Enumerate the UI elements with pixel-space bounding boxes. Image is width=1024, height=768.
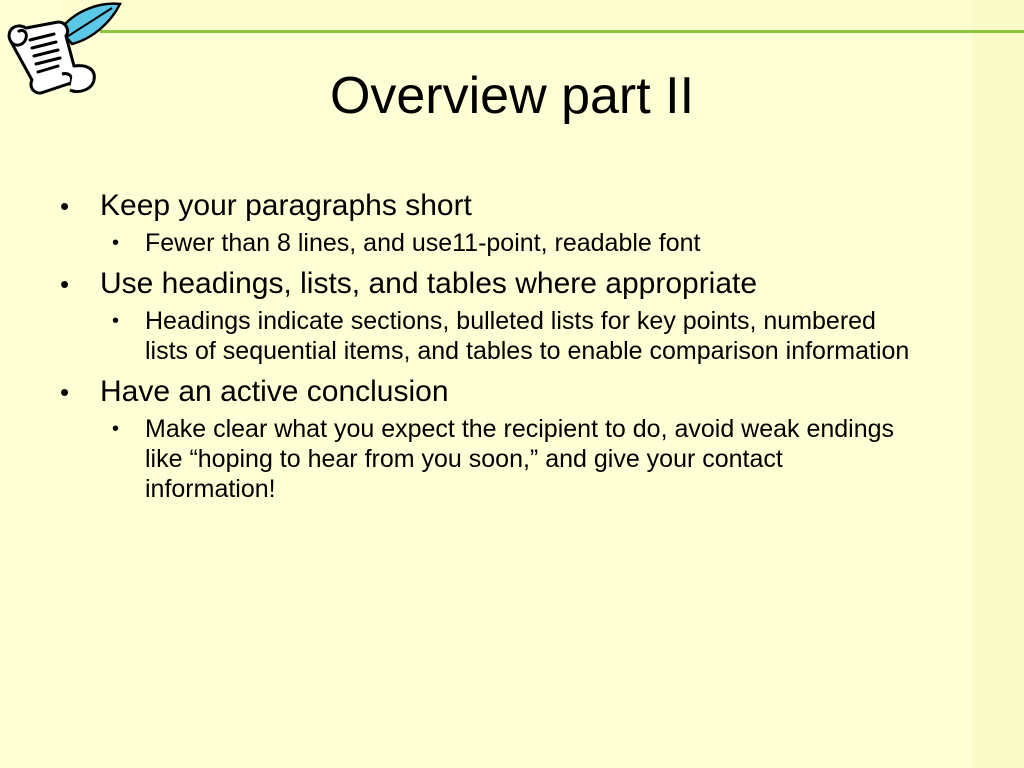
sub-list-item bbox=[100, 228, 918, 258]
list-item bbox=[58, 188, 918, 258]
list-item bbox=[58, 374, 918, 504]
sub-bullet-list bbox=[100, 306, 918, 366]
list-item bbox=[58, 266, 918, 366]
list-item-text: Keep your paragraphs short bbox=[100, 189, 472, 222]
sub-list-item-text: Fewer than 8 lines, and use11-point, readable font bbox=[145, 229, 701, 257]
slide-title: Overview part II bbox=[329, 67, 695, 125]
sub-bullet-icon: • bbox=[112, 418, 120, 440]
bullet-icon: • bbox=[60, 191, 70, 221]
list-item-text: Use headings, lists, and tables where appropriate bbox=[100, 267, 758, 300]
sub-list-item-text: Make clear what you expect the recipient to do, avoid weak endings like “hoping to hear from you soon,” and give your contact information! bbox=[145, 415, 895, 503]
list-item-text: Have an active conclusion bbox=[100, 375, 449, 408]
slide-body bbox=[58, 188, 918, 512]
sub-list-item-text: Headings indicate sections, bulleted lists for key points, numbered lists of sequential items, and tables to enable comparison information bbox=[145, 307, 910, 365]
sub-bullet-icon: • bbox=[112, 232, 120, 254]
bullet-list bbox=[58, 188, 918, 504]
sub-bullet-list bbox=[100, 228, 918, 258]
sub-list-item bbox=[100, 306, 918, 366]
sub-bullet-icon: • bbox=[112, 310, 120, 332]
sub-list-item bbox=[100, 414, 918, 504]
sub-bullet-list bbox=[100, 414, 918, 504]
bullet-icon: • bbox=[60, 269, 70, 299]
bullet-icon: • bbox=[60, 377, 70, 407]
top-band bbox=[60, 0, 1024, 30]
header-rule bbox=[100, 30, 1024, 33]
